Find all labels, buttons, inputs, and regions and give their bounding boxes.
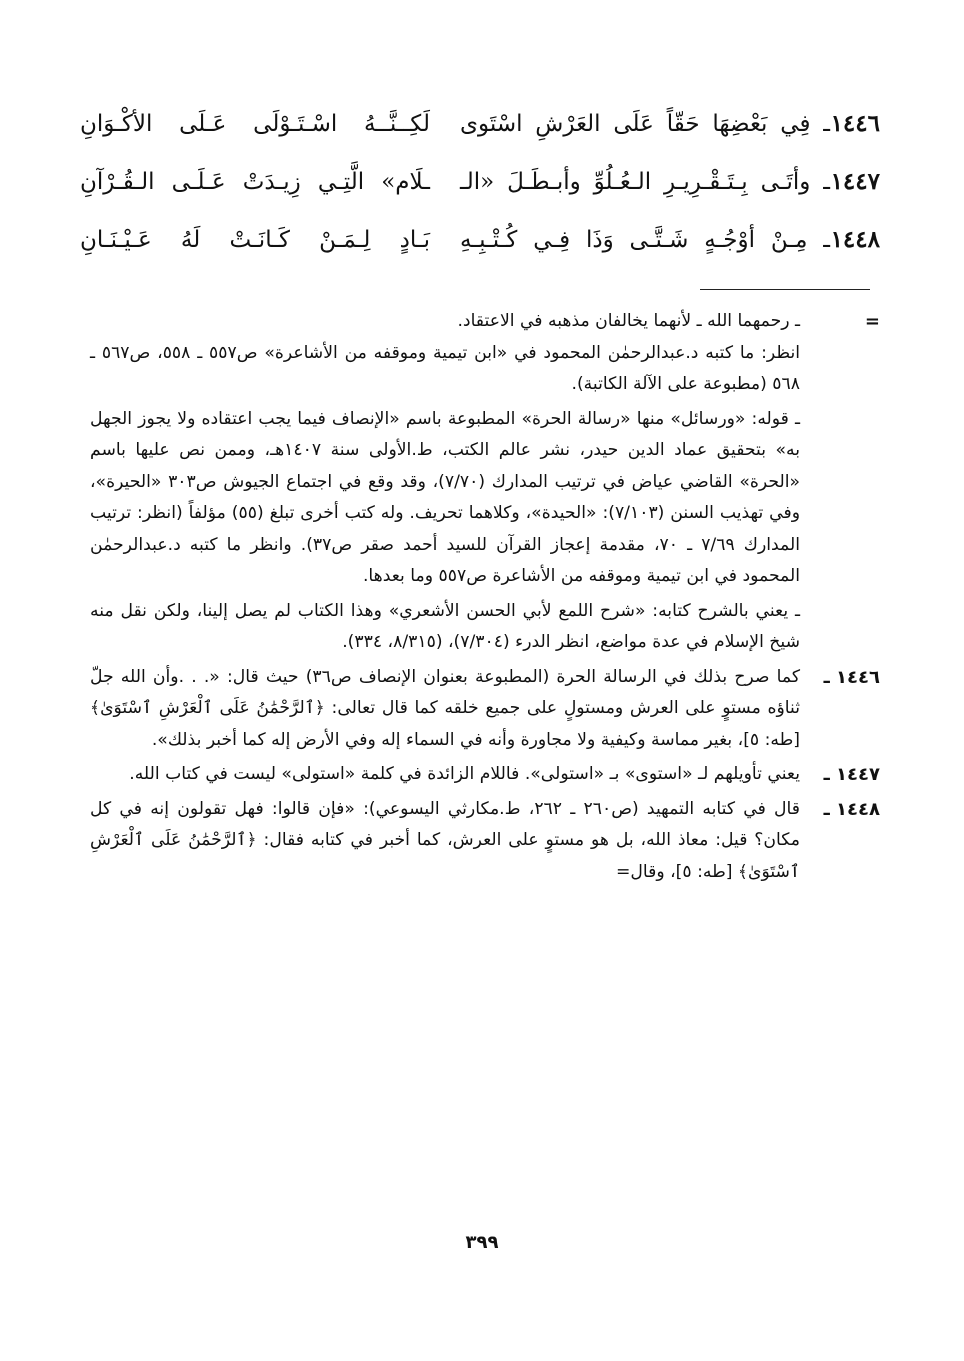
verse-second-hemistich: لَكِــنَّــهُ اسْـتَـوْلَى عَـلَى الأكْـوَانِ: [80, 111, 430, 137]
verse-first-hemistich: ـ فِي بَعْضِهَا حَقّاً عَلَى العَرْشِ اسْتَوى: [460, 111, 830, 137]
footnote-number: ١٤٤٧ ـ: [823, 764, 880, 785]
footnote-1446: [90, 662, 880, 757]
footnote-text: ـ رحمهما الله ـ لأنهما يخالفان مذهبه في الاعتقاد.: [457, 311, 800, 331]
footnote-text: ـ قوله: «ورسائل» منها «رسالة الحرة» المطبوعة باسم «الإنصاف فيما يجب اعتقاده ولا يجوز الجهل به» بتحقيق عماد الدين حيدر، نشر عالم الكتب، ط.الأولى سنة ١٤٠٧هـ، وممن نص عليها باسم «الحرة» القاضي عياض في ترتيب المدارك (٧/٧٠)، وقد وقع في اجتماع الجيوش ص٣٠٣ «الحيرة»، وفي تهذيب السنن (٧/١٠٣): «الحيدة»، وكلاهما تحريف. وله كتب أخرى تبلغ (٥٥) مؤلفاً (انظر: ترتيب المدارك ٧/٦٩ ـ ٧٠، مقدمة إعجاز القرآن للسيد أحمد صقر ص٣٧). وانظر ما كتبه د.عبدالرحمٰن المحمود في ابن تيمية وموقفه من الأشاعرة ص٥٥٧ وما بعدها.: [90, 408, 801, 586]
footnote-text: كما صرح بذلك في الرسالة الحرة (المطبوعة بعنوان الإنصاف ص٣٦) حيث قال: «. . .وأن الله جلّ ثناؤه مستوٍ على العرش ومستولٍ على جميع خلقه كما قال تعالى: ﴿ٱلرَّحْمَٰنُ عَلَى ٱلْعَرْشِ ٱسْتَوَىٰ﴾ [طه: ٥]، بغير مماسة وكيفية ولا مجاورة وأنه في السماء إله وفي الأرض إله كما أخبر بذلك».: [90, 666, 801, 750]
verse-1446: [80, 110, 880, 168]
footnote-number: ١٤٤٨ ـ: [823, 798, 880, 820]
verse-second-hemistich: بَـادٍ لِـمَـنْ كَـانَـتْ لَهُ عَـيْـنَـانِ: [80, 227, 430, 253]
verse-number: ١٤٤٨: [830, 226, 880, 253]
verse-1448: [80, 226, 880, 284]
footnote-mark: [800, 596, 880, 659]
footnote-item: [90, 596, 880, 659]
verse-first-hemistich: ـ مِـنْ أوْجُـهٍ شَـتَّـى وَذَا فِـي كُـتْـبِـهِ: [460, 227, 830, 253]
footnote-1447: [90, 759, 880, 791]
verse-number: ١٤٤٧: [830, 168, 880, 195]
footnote-continued: [90, 306, 880, 401]
verse-first-hemistich: ـ وأتَـى بِـتَـقْـرِيـرِ الـعُـلُوِّ وأبـطَـلَ «الـ: [460, 169, 830, 195]
page-number: ٣٩٩: [465, 1232, 499, 1253]
footnote-item: [90, 404, 880, 593]
footnote-number: ١٤٤٦ ـ: [823, 666, 880, 688]
verse-1447: [80, 168, 880, 226]
footnote-mark: =: [864, 311, 880, 332]
footnote-mark: [800, 404, 880, 593]
poem-verses: [80, 110, 880, 284]
footnote-text: ـ يعني بالشرح كتابه: «شرح اللمع لأبي الحسن الأشعري» وهذا الكتاب لم يصل إلينا، ولكن نقل منه شيخ الإسلام في عدة مواضع، انظر الدرء (٧/٣٠٤)، (٨/٣١٥، ٣٣٤).: [90, 600, 800, 652]
footnote-text: انظر: ما كتبه د.عبدالرحمٰن المحمود في «ابن تيمية وموقفه من الأشاعرة» ص٥٥٧ ـ ٥٥٨، ص٥٦٧ ـ ٥٦٨ (مطبوعة على الآلة الكاتبة).: [90, 342, 800, 394]
footnote-divider: [700, 289, 870, 290]
footnote-1448: [90, 794, 880, 889]
footnotes: [90, 306, 880, 888]
verse-second-hemistich: ـلَام» الَّتِـي زِيـدَتْ عَـلَـى الـقُـرْآنِ: [80, 169, 430, 195]
verse-number: ١٤٤٦: [830, 110, 880, 137]
footnote-text: يعني تأويلهم لـ «استوى» بـ «استولى». فاللام الزائدة في كلمة «استولى» ليست في كتاب الله.: [129, 764, 800, 784]
footnote-text: قال في كتابه التمهيد (ص٢٦٠ ـ ٢٦٢، ط.مكارثي اليسوعي): «فإن قالوا: فهل تقولون إنه في كل مكان؟ قيل: معاذ الله، بل هو مستوٍ على العرش، كما أخبر في كتابه فقال: ﴿ٱلرَّحْمَٰنُ عَلَى ٱلْعَرْشِ ٱسْتَوَىٰ﴾ [طه: ٥]، وقال=: [90, 798, 800, 882]
